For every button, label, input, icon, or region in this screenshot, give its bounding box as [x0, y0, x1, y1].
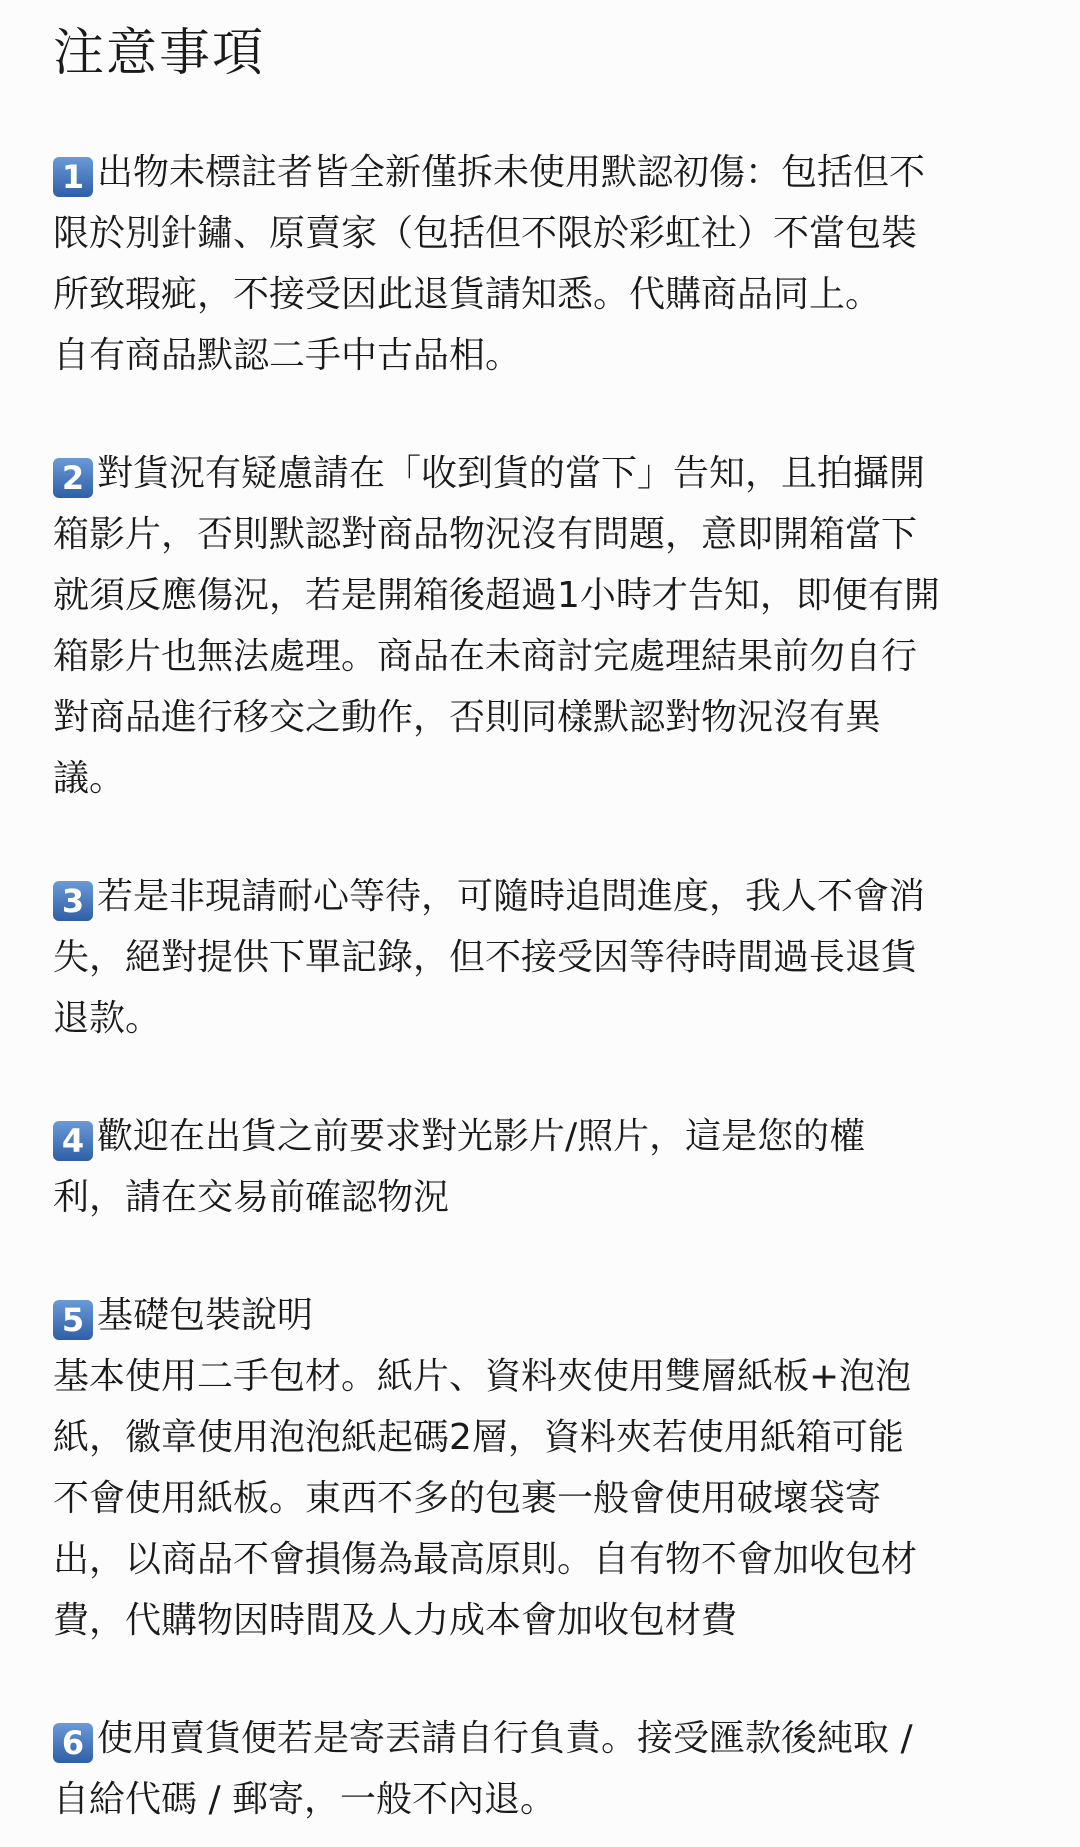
- notice-line: 若是非現請耐心等待，可隨時追問進度，我人不會消: [97, 876, 926, 917]
- keycap-number-3-icon: 3: [53, 881, 93, 921]
- page-title: 注意事項: [53, 24, 266, 83]
- notice-item-1: [53, 142, 1020, 386]
- notice-line: 失，絕對提供下單記錄，但不接受因等待時間過長退貨: [53, 937, 918, 978]
- notice-text: [53, 1708, 1020, 1830]
- keycap-number-1-icon: 1: [53, 157, 93, 197]
- notice-text: [53, 1106, 1020, 1228]
- keycap-number-5-icon: 5: [53, 1300, 93, 1340]
- notice-line: 不會使用紙板。東西不多的包裹一般會使用破壞袋寄: [53, 1478, 882, 1519]
- keycap-number-6-icon: 6: [53, 1723, 93, 1763]
- notice-line: 自有商品默認二手中古品相。: [53, 335, 522, 376]
- notice-line: 議。: [53, 758, 126, 799]
- notice-line: 歡迎在出貨之前要求對光影片/照片，這是您的權: [97, 1116, 866, 1157]
- notice-line: 基本使用二手包材。紙片、資料夾使用雙層紙板+泡泡: [53, 1356, 912, 1397]
- keycap-number-4-icon: 4: [53, 1121, 93, 1161]
- notice-line: 利，請在交易前確認物況: [53, 1177, 450, 1218]
- notice-text: [53, 866, 1020, 1049]
- notice-item-6: [53, 1708, 1020, 1830]
- notice-line: 基礎包裝說明: [97, 1295, 314, 1336]
- notice-line: 所致瑕疵，不接受因此退貨請知悉。代購商品同上。: [53, 274, 882, 315]
- notice-text: [53, 142, 1020, 386]
- notice-line: 就須反應傷況，若是開箱後超過1小時才告知，即便有開: [53, 575, 940, 616]
- notice-line: 自給代碼 / 郵寄，一般不內退。: [53, 1779, 557, 1820]
- notice-line: 使用賣貨便若是寄丟請自行負責。接受匯款後純取 /: [97, 1718, 913, 1759]
- keycap-number-2-icon: 2: [53, 458, 93, 498]
- notice-line: 對商品進行移交之動作，否則同樣默認對物況沒有異: [53, 697, 882, 738]
- notice-text: [53, 1285, 1020, 1651]
- notice-line: 退款。: [53, 998, 162, 1039]
- notice-line: 箱影片，否則默認對商品物況沒有問題，意即開箱當下: [53, 514, 918, 555]
- notice-item-3: [53, 866, 1020, 1049]
- notice-item-2: [53, 443, 1020, 809]
- notice-item-4: [53, 1106, 1020, 1228]
- notice-item-5: [53, 1285, 1020, 1651]
- notice-line: 出物未標註者皆全新僅拆未使用默認初傷：包括但不: [97, 152, 926, 193]
- notice-line: 限於別針鏽、原賣家（包括但不限於彩虹社）不當包裝: [53, 213, 918, 254]
- notice-line: 對貨況有疑慮請在「收到貨的當下」告知，且拍攝開: [97, 453, 926, 494]
- notice-line: 費，代購物因時間及人力成本會加收包材費: [53, 1600, 738, 1641]
- notice-line: 出，以商品不會損傷為最高原則。自有物不會加收包材: [53, 1539, 918, 1580]
- notice-line: 箱影片也無法處理。商品在未商討完處理結果前勿自行: [53, 636, 918, 677]
- notice-text: [53, 443, 1020, 809]
- notice-line: 紙，徽章使用泡泡紙起碼2層，資料夾若使用紙箱可能: [53, 1417, 904, 1458]
